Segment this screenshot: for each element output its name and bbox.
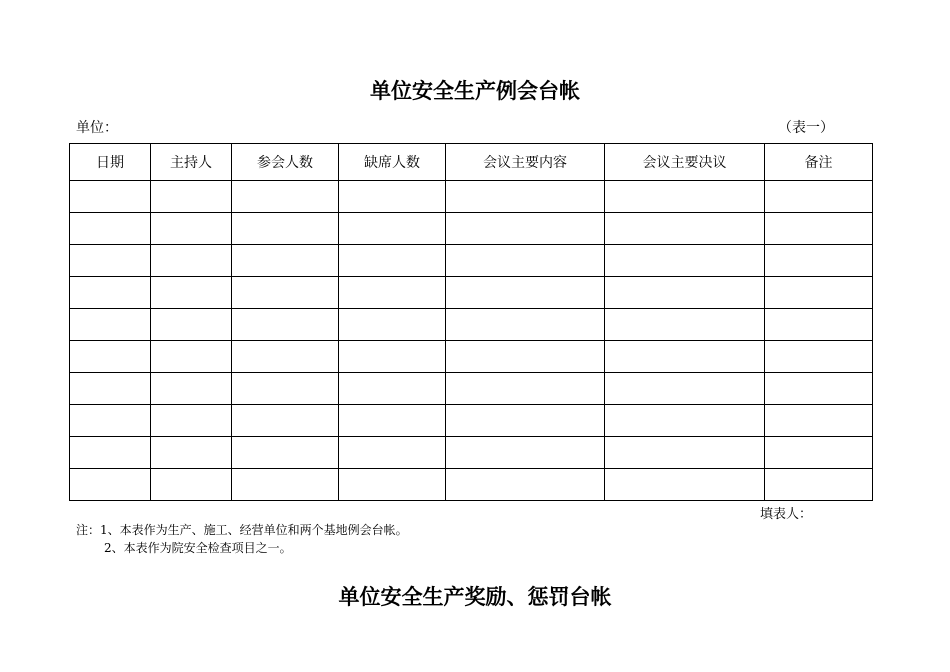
next-section-title: 单位安全生产奖励、惩罚台帐 [338,585,612,609]
table-cell[interactable] [151,469,232,501]
table-cell[interactable] [605,437,765,469]
table-cell[interactable] [339,373,446,405]
table-cell[interactable] [339,277,446,309]
table-cell[interactable] [446,213,605,245]
column-header-remarks: 备注 [765,144,873,181]
table-cell[interactable] [605,373,765,405]
table-cell[interactable] [151,181,232,213]
table-cell[interactable] [232,213,339,245]
table-cell[interactable] [232,341,339,373]
table-cell[interactable] [605,341,765,373]
column-header-date: 日期 [70,144,151,181]
table-cell[interactable] [151,277,232,309]
table-cell[interactable] [339,437,446,469]
table-cell[interactable] [605,277,765,309]
table-row [70,213,873,245]
table-cell[interactable] [765,213,873,245]
table-cell[interactable] [70,277,151,309]
table-cell[interactable] [151,309,232,341]
table-cell[interactable] [446,373,605,405]
table-cell[interactable] [765,277,873,309]
table-cell[interactable] [339,405,446,437]
table-cell[interactable] [765,469,873,501]
table-cell[interactable] [70,373,151,405]
table-row [70,277,873,309]
table-cell[interactable] [605,309,765,341]
table-row [70,469,873,501]
table-cell[interactable] [232,181,339,213]
table-cell[interactable] [339,245,446,277]
table-cell[interactable] [605,405,765,437]
table-cell[interactable] [151,245,232,277]
table-row [70,405,873,437]
column-header-resolution: 会议主要决议 [605,144,765,181]
table-cell[interactable] [446,245,605,277]
table-cell[interactable] [446,469,605,501]
table-cell[interactable] [70,341,151,373]
table-cell[interactable] [151,437,232,469]
table-row [70,309,873,341]
table-cell[interactable] [151,405,232,437]
table-cell[interactable] [446,437,605,469]
table-cell[interactable] [765,181,873,213]
table-cell[interactable] [232,405,339,437]
table-cell[interactable] [765,245,873,277]
table-cell[interactable] [151,373,232,405]
table-cell[interactable] [70,469,151,501]
table-cell[interactable] [339,341,446,373]
table-cell[interactable] [70,245,151,277]
table-cell[interactable] [339,309,446,341]
table-cell[interactable] [232,277,339,309]
table-row [70,373,873,405]
table-cell[interactable] [70,405,151,437]
table-cell[interactable] [446,405,605,437]
table-cell[interactable] [339,469,446,501]
table-cell[interactable] [446,341,605,373]
table-cell[interactable] [765,309,873,341]
table-number: （表一） [778,120,834,136]
table-row [70,341,873,373]
table-cell[interactable] [765,373,873,405]
table-row [70,181,873,213]
table-cell[interactable] [446,181,605,213]
table-cell[interactable] [446,309,605,341]
table-cell[interactable] [765,405,873,437]
table-cell[interactable] [70,437,151,469]
column-header-host: 主持人 [151,144,232,181]
table-cell[interactable] [232,469,339,501]
column-header-attendees: 参会人数 [232,144,339,181]
table-cell[interactable] [70,309,151,341]
table-cell[interactable] [605,469,765,501]
table-cell[interactable] [605,181,765,213]
note-line: 2、本表作为院安全检查项目之一。 [104,541,292,555]
table-cell[interactable] [151,213,232,245]
table-cell[interactable] [70,181,151,213]
filler-label: 填表人： [760,507,813,522]
table-row [70,437,873,469]
table-cell[interactable] [765,437,873,469]
unit-label: 单位： [76,120,118,136]
meeting-ledger-table [69,143,873,501]
table-cell[interactable] [232,309,339,341]
table-cell[interactable] [446,277,605,309]
table-cell[interactable] [765,341,873,373]
table-header-row [70,144,873,181]
table-cell[interactable] [605,245,765,277]
table-cell[interactable] [70,213,151,245]
column-header-absentees: 缺席人数 [339,144,446,181]
table-cell[interactable] [605,213,765,245]
table-cell[interactable] [339,213,446,245]
page-title: 单位安全生产例会台帐 [370,79,580,103]
table-row [70,245,873,277]
table-cell[interactable] [232,437,339,469]
table-cell[interactable] [151,341,232,373]
note-line: 注：1、本表作为生产、施工、经营单位和两个基地例会台帐。 [76,523,408,537]
table-cell[interactable] [232,373,339,405]
column-header-content: 会议主要内容 [446,144,605,181]
table-cell[interactable] [232,245,339,277]
table-cell[interactable] [339,181,446,213]
